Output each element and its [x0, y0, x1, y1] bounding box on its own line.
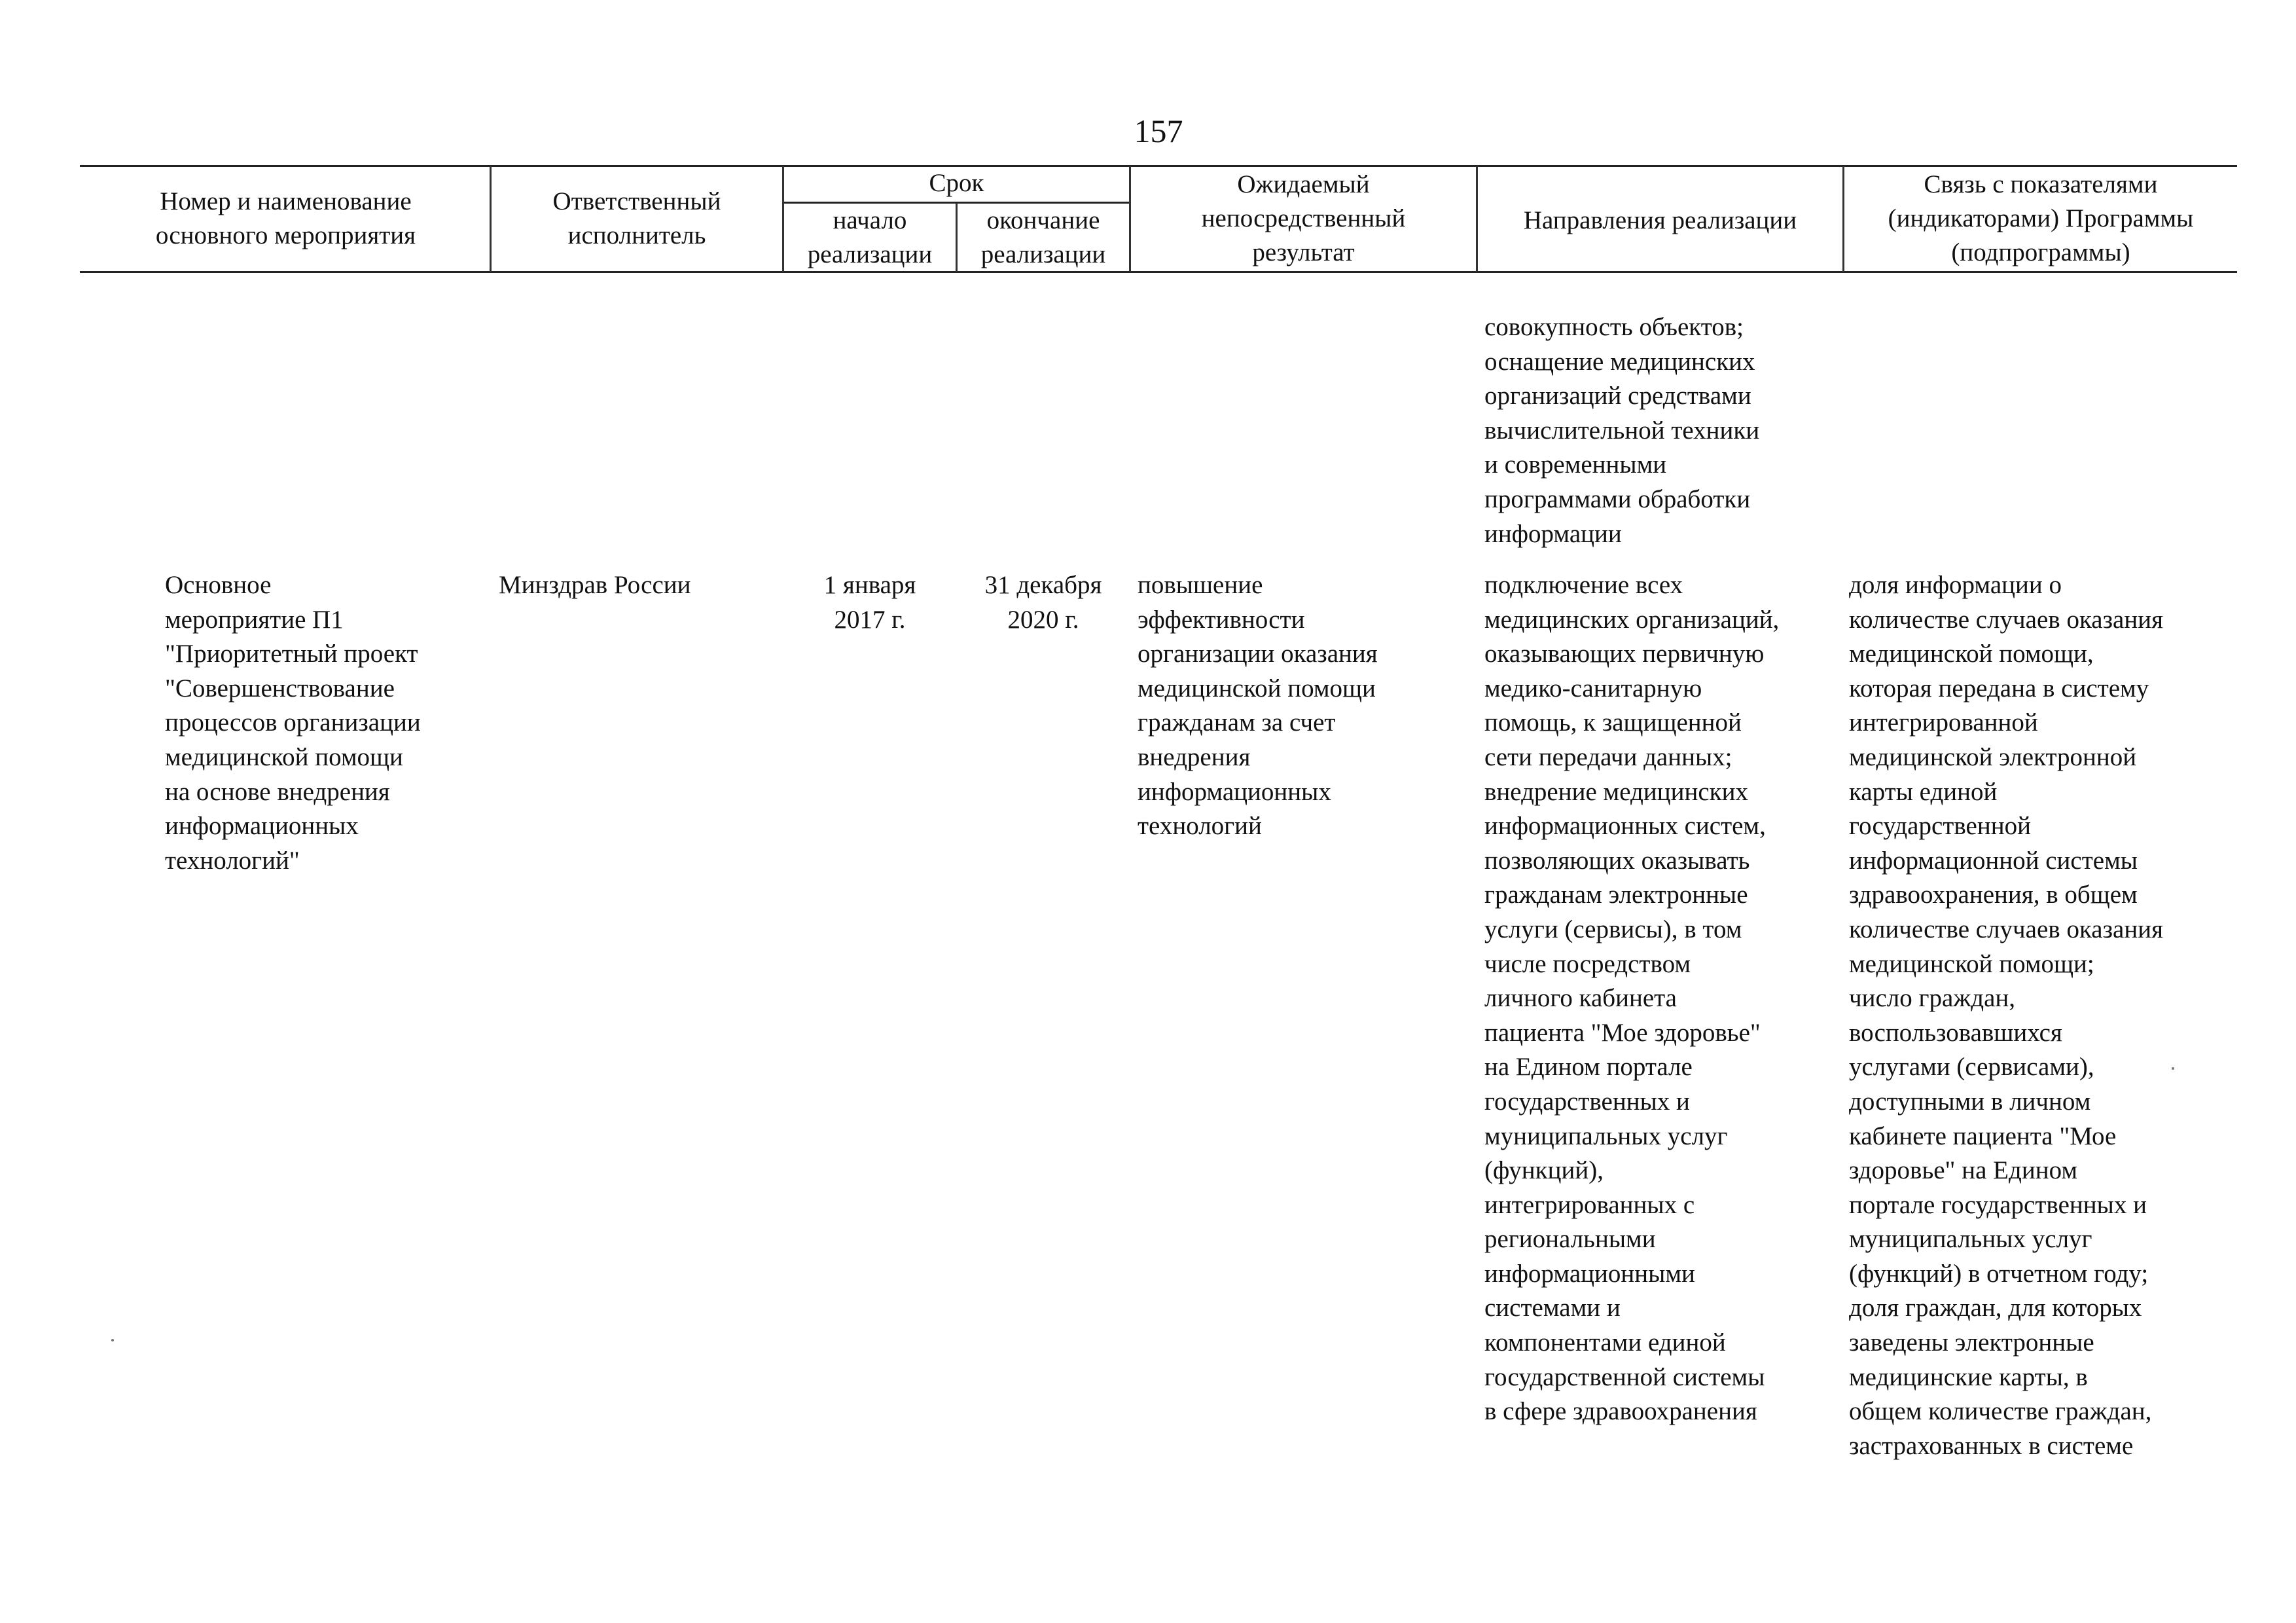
cell-line: (функций),: [1484, 1156, 1604, 1185]
header-line: (подпрограммы): [1951, 238, 2130, 266]
header-line: основного мероприятия: [155, 221, 416, 249]
cell-line: пациента "Мое здоровье": [1484, 1018, 1761, 1047]
cell-line: воспользовавшихся: [1849, 1018, 2062, 1047]
header-result: [1131, 168, 1476, 270]
cell-line: информационной системы: [1849, 846, 2138, 875]
cell-executor: [499, 568, 691, 603]
cell-line: 1 января: [823, 571, 916, 599]
header-line: (индикаторами) Программы: [1888, 204, 2194, 232]
cell-line: медицинской помощи;: [1849, 949, 2094, 978]
scan-speck: [2172, 1067, 2174, 1070]
header-line: окончание: [986, 206, 1100, 234]
header-line: Ответственный: [552, 187, 721, 215]
cell-line: государственных и: [1484, 1087, 1690, 1116]
cell-line: технологий: [1138, 812, 1262, 841]
header-line: результат: [1252, 238, 1355, 266]
cell-line: компонентами единой: [1484, 1328, 1726, 1357]
cell-line: Минздрав России: [499, 571, 691, 599]
cell-line: интегрированной: [1849, 708, 2038, 737]
table-top-rule: [80, 165, 2237, 167]
header-line: Направления реализации: [1523, 206, 1797, 234]
header-indicators: [1844, 168, 2237, 270]
cell-line: общем количестве граждан,: [1849, 1397, 2152, 1426]
header-line: начало: [833, 206, 907, 234]
cell-indicators: [1849, 568, 2163, 1463]
header-term: Срок: [929, 169, 984, 197]
cell-line: оказывающих первичную: [1484, 640, 1765, 668]
header-line: реализации: [807, 240, 933, 268]
header-line: исполнитель: [567, 221, 706, 249]
cell-line: доля граждан, для которых: [1849, 1294, 2142, 1322]
cell-line: 31 декабря: [984, 571, 1102, 599]
cell-line: медицинские карты, в: [1849, 1362, 2088, 1391]
cell-line: информационных: [1138, 777, 1331, 806]
cell-line: гражданам электронные: [1484, 881, 1748, 909]
cell-line: здоровье" на Едином: [1849, 1156, 2078, 1185]
cell-line: доступными в личном: [1849, 1087, 2091, 1116]
cell-line: мероприятие П1: [165, 605, 344, 634]
cell-line: внедрение медицинских: [1484, 777, 1748, 806]
cell-line: кабинете пациента "Мое: [1849, 1122, 2117, 1150]
header-line: Номер и наименование: [160, 187, 412, 215]
cell-line: системами и: [1484, 1294, 1621, 1322]
cell-line: региональными: [1484, 1225, 1656, 1254]
cell-line: муниципальных услуг: [1484, 1122, 1728, 1150]
header-line: Ожидаемый: [1237, 170, 1370, 198]
header-executor: [492, 185, 782, 253]
cell-end: [958, 568, 1129, 637]
cell-line: позволяющих оказывать: [1484, 846, 1750, 875]
header-start: [784, 204, 956, 272]
cell-line: интегрированных с: [1484, 1190, 1695, 1219]
header-bottom-rule: [80, 271, 2237, 273]
cell-line: и современными: [1484, 450, 1667, 479]
header-line: непосредственный: [1201, 204, 1406, 232]
cell-line: Основное: [165, 571, 272, 599]
cell-line: муниципальных услуг: [1849, 1225, 2092, 1254]
cell-directions: [1484, 568, 1779, 1429]
cell-line: эффективности: [1138, 605, 1305, 634]
cell-line: которая передана в систему: [1849, 674, 2149, 702]
cell-line: информационными: [1484, 1259, 1695, 1288]
cell-line: медицинской помощи: [1138, 674, 1376, 702]
cell-line: подключение всех: [1484, 571, 1683, 599]
cell-line: медицинской помощи,: [1849, 640, 2094, 668]
cell-line: число граждан,: [1849, 984, 2016, 1013]
cell-line: на основе внедрения: [165, 777, 390, 806]
cell-line: здравоохранения, в общем: [1849, 881, 2138, 909]
cell-line: технологий": [165, 846, 300, 875]
continuation-directions: [1484, 310, 1759, 551]
cell-line: информационных: [165, 812, 359, 841]
cell-line: застрахованных в системе: [1849, 1431, 2134, 1460]
cell-line: "Приоритетный проект: [165, 640, 418, 668]
cell-line: доля информации о: [1849, 571, 2062, 599]
cell-line: внедрения: [1138, 742, 1251, 771]
scan-speck: [111, 1339, 114, 1341]
cell-result: [1138, 568, 1378, 844]
cell-line: 2020 г.: [1007, 605, 1079, 634]
cell-line: вычислительной техники: [1484, 416, 1760, 445]
cell-line: в сфере здравоохранения: [1484, 1397, 1757, 1426]
header-end: [958, 204, 1129, 272]
cell-line: процессов организации: [165, 708, 421, 737]
cell-line: государственной: [1849, 812, 2031, 841]
cell-line: портале государственных и: [1849, 1190, 2147, 1219]
header-line: реализации: [980, 240, 1106, 268]
cell-line: организации оказания: [1138, 640, 1378, 668]
cell-line: гражданам за счет: [1138, 708, 1336, 737]
cell-line: личного кабинета: [1484, 984, 1677, 1013]
header-measure: [82, 185, 490, 253]
header-line: Связь с показателями: [1924, 170, 2158, 198]
cell-line: сети передачи данных;: [1484, 742, 1732, 771]
cell-line: 2017 г.: [834, 605, 906, 634]
cell-line: программами обработки: [1484, 484, 1751, 513]
cell-line: количестве случаев оказания: [1849, 605, 2164, 634]
cell-line: медицинской помощи: [165, 742, 403, 771]
cell-line: оснащение медицинских: [1484, 347, 1755, 376]
cell-line: на Едином портале: [1484, 1053, 1693, 1082]
page-number: 157: [1134, 113, 1183, 149]
cell-line: (функций) в отчетном году;: [1849, 1259, 2149, 1288]
cell-line: информационных систем,: [1484, 812, 1766, 841]
cell-line: количестве случаев оказания: [1849, 915, 2164, 943]
cell-line: медико-санитарную: [1484, 674, 1702, 702]
cell-line: услугами (сервисами),: [1849, 1053, 2094, 1082]
cell-line: организаций средствами: [1484, 382, 1751, 410]
cell-measure: [165, 568, 421, 878]
cell-line: карты единой: [1849, 777, 1998, 806]
cell-line: услуги (сервисы), в том: [1484, 915, 1742, 943]
cell-line: медицинских организаций,: [1484, 605, 1780, 634]
cell-line: государственной системы: [1484, 1362, 1765, 1391]
cell-line: повышение: [1138, 571, 1263, 599]
cell-line: информации: [1484, 519, 1622, 548]
cell-line: "Совершенствование: [165, 674, 395, 702]
cell-line: числе посредством: [1484, 949, 1691, 978]
cell-line: совокупность объектов;: [1484, 313, 1744, 341]
cell-line: медицинской электронной: [1849, 742, 2137, 771]
cell-line: помощь, к защищенной: [1484, 708, 1742, 737]
cell-start: [784, 568, 956, 637]
header-directions: [1478, 204, 1842, 238]
cell-line: заведены электронные: [1849, 1328, 2094, 1357]
